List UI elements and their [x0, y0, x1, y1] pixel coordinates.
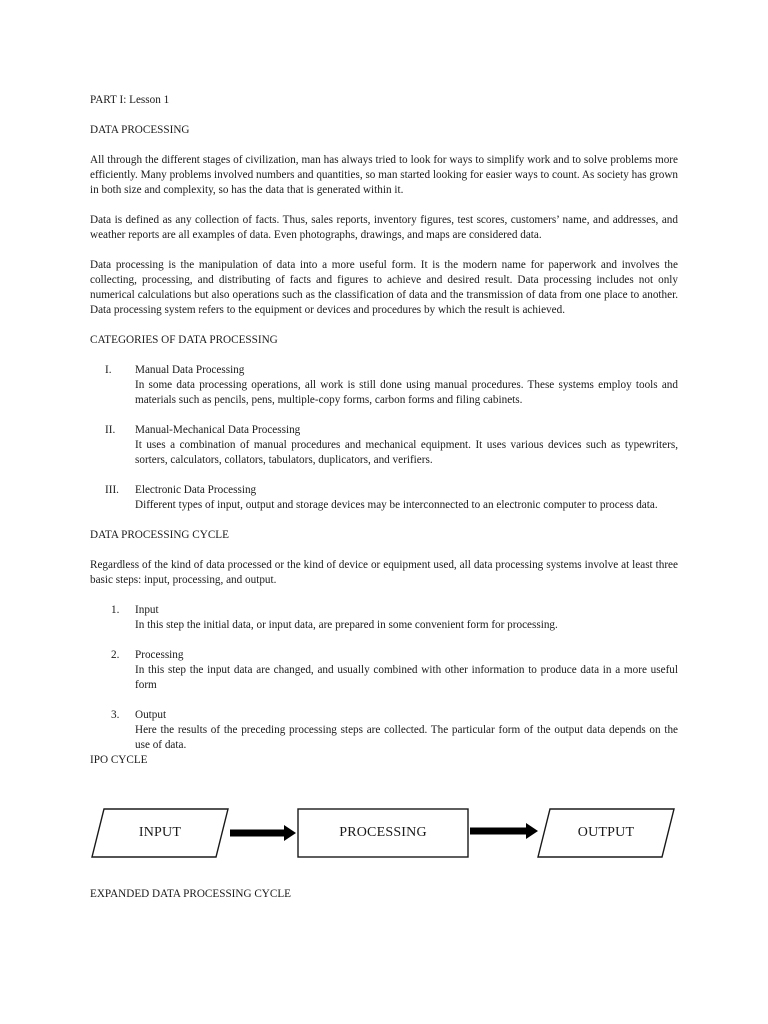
- document-page: [90, 93, 678, 768]
- arrow-head-1: [284, 825, 296, 841]
- category-body: It uses a combination of manual procedures and mechanical equipment. It uses various devices such as typewriters, sorters, calculators, collators, tabulators, duplicators, and verifiers.: [135, 439, 678, 466]
- processing-label: PROCESSING: [339, 825, 427, 840]
- cycle-step-3: [90, 708, 678, 753]
- category-body: In some data processing operations, all work is still done using manual procedures. These systems employ tools and materials such as pencils, pens, multiple-copy forms, carbon forms and filing cabinets.: [135, 379, 678, 406]
- category-item-3: [90, 483, 678, 513]
- step-heading: Input: [135, 604, 159, 616]
- cycle-step-1: [90, 603, 678, 633]
- section-title-categories: CATEGORIES OF DATA PROCESSING: [90, 334, 278, 346]
- output-label: OUTPUT: [577, 825, 635, 840]
- arrow-shaft-1: [230, 830, 284, 837]
- step-body: In this step the input data are changed, and usually combined with other information to produce data in a more useful form: [135, 664, 678, 691]
- cycle-intro-paragraph: Regardless of the kind of data processed or the kind of device or equipment used, all data processing systems involve at least three basic steps: input, processing, and output.: [90, 559, 678, 586]
- cycle-step-2: [90, 648, 678, 693]
- list-marker: 3.: [111, 709, 120, 721]
- step-heading: Output: [135, 709, 167, 721]
- category-heading: Manual Data Processing: [135, 364, 245, 376]
- category-item-2: [90, 423, 678, 468]
- category-item-1: [90, 363, 678, 408]
- category-heading: Electronic Data Processing: [135, 484, 257, 496]
- section-title-cycle: DATA PROCESSING CYCLE: [90, 529, 229, 541]
- input-label: INPUT: [138, 825, 182, 840]
- list-marker: 1.: [111, 604, 120, 616]
- list-marker: I.: [105, 364, 112, 376]
- intro-paragraph-3: Data processing is the manipulation of data into a more useful form. It is the modern name for paperwork and involves the collecting, processing, and distributing of facts and figures to achieve and desired result. Data processing includes not only numerical calculations but also operations such as the classification of data and the transmission of data from one place to another. Data processing system refers to the equipment or devices and procedures by which the result is achieved.: [90, 259, 678, 316]
- category-heading: Manual-Mechanical Data Processing: [135, 424, 301, 436]
- intro-paragraph-2: Data is defined as any collection of facts. Thus, sales reports, inventory figures, test scores, customers’ name, and addresses, and weather reports are all examples of data. Even photographs, drawings, and maps are considered data.: [90, 214, 678, 241]
- arrow-shaft-2: [470, 828, 526, 835]
- ipo-diagram: [90, 805, 680, 861]
- list-marker: III.: [105, 484, 119, 496]
- section-title-data-processing: DATA PROCESSING: [90, 124, 190, 136]
- list-marker: 2.: [111, 649, 120, 661]
- section-title-expanded-cycle: EXPANDED DATA PROCESSING CYCLE: [90, 888, 292, 900]
- lesson-heading: PART I: Lesson 1: [90, 94, 170, 106]
- step-body: Here the results of the preceding processing steps are collected. The particular form of the output data depends on the use of data.: [135, 724, 678, 751]
- intro-paragraph-1: All through the different stages of civilization, man has always tried to look for ways to simplify work and to solve problems more efficiently. Many problems involved numbers and quantities, so man started looking for easier ways to count. As society has grown in both size and complexity, so has the data that is generated within it.: [90, 154, 678, 196]
- arrow-head-2: [526, 823, 538, 839]
- step-heading: Processing: [135, 649, 184, 661]
- list-marker: II.: [105, 424, 116, 436]
- category-body: Different types of input, output and storage devices may be interconnected to an electronic computer to process data.: [135, 499, 658, 511]
- step-body: In this step the initial data, or input data, are prepared in some convenient form for processing.: [135, 619, 558, 631]
- section-title-ipo: IPO CYCLE: [90, 754, 148, 766]
